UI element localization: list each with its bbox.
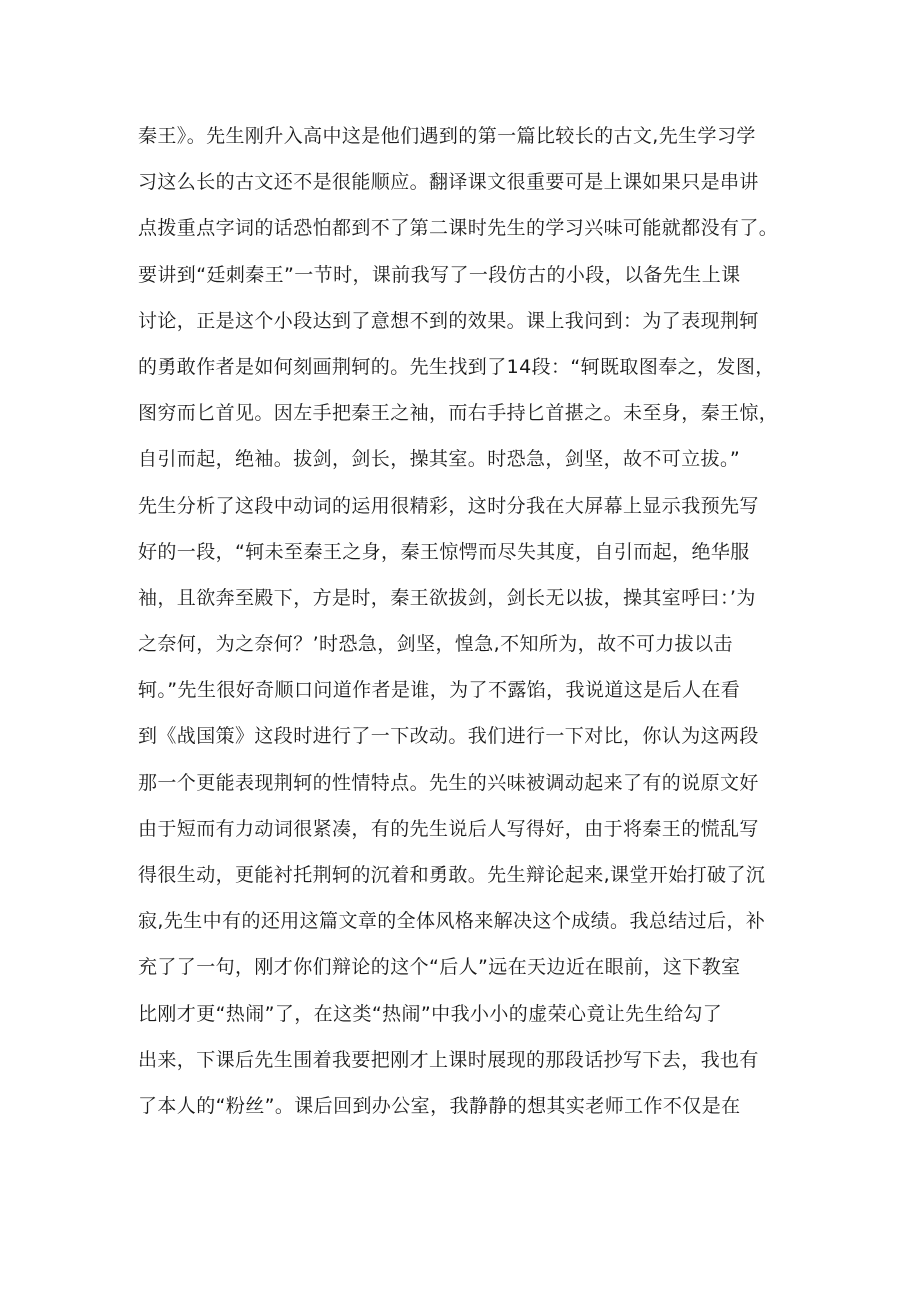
text-line: 图穷而匕首见。因左手把秦王之袖，而右手持匕首揕之。未至身，秦王惊， [138, 402, 779, 425]
body-text [138, 113, 798, 1129]
text-line: 的勇敢作者是如何刻画荆轲的。先生找到了14段：“轲既取图奉之，发图， [138, 355, 775, 378]
text-line: 习这么长的古文还不是很能顺应。翻译课文很重要可是上课如果只是串讲 [138, 171, 759, 194]
text-line: 充了了一句，刚才你们辩论的这个“后人”远在天边近在眼前，这下教室 [138, 956, 741, 979]
text-line: 了本人的“粉丝”。课后回到办公室，我静静的想其实老师工作不仅是在 [138, 1094, 741, 1117]
text-line: 袖，且欲奔至殿下，方是时，秦王欲拔剑，剑长无以拔，操其室呼曰：’为 [138, 586, 756, 609]
text-line: 之奈何，为之奈何？’时恐急，剑坚，惶急,不知所为，故不可力拔以击 [138, 633, 733, 656]
text-line: 得很生动，更能衬托荆轲的沉着和勇敢。先生辩论起来,课堂开始打破了沉 [138, 864, 766, 886]
text-line: 讨论，正是这个小段达到了意想不到的效果。课上我问到：为了表现荆轲 [138, 309, 759, 332]
text-line: 先生分析了这段中动词的运用很精彩，这时分我在大屏幕上显示我预先写 [138, 494, 759, 517]
text-line: 寂,先生中有的还用这篇文章的全体风格来解决这个成绩。我总结过后，补 [138, 910, 766, 933]
text-line: 好的一段，“轲未至秦王之身，秦王惊愕而尽失其度，自引而起，绝华服 [138, 540, 750, 563]
text-line: 出来，下课后先生围着我要把刚才上课时展现的那段话抄写下去，我也有 [138, 1048, 759, 1071]
text-line: 要讲到“廷刺秦王”一节时，课前我写了一段仿古的小段，以备先生上课 [138, 263, 741, 286]
text-line: 那一个更能表现荆轲的性情特点。先生的兴味被调动起来了有的说原文好 [138, 771, 759, 794]
text-line: 轲。”先生很好奇顺口问道作者是谁，为了不露馅，我说道这是后人在看 [138, 679, 741, 702]
text-line: 自引而起，绝袖。拔剑，剑长，操其室。时恐急，剑坚，故不可立拔。” [138, 448, 741, 471]
text-line: 比刚才更“热闹”了，在这类“热闹”中我小小的虚荣心竟让先生给勾了 [138, 1002, 723, 1025]
text-line: 到《战国策》这段时进行了一下改动。我们进行一下对比，你认为这两段 [138, 725, 759, 748]
text-line: 由于短而有力动词很紧凑，有的先生说后人写得好，由于将秦王的慌乱写 [138, 817, 759, 840]
text-line: 秦王》。先生刚升入高中这是他们遇到的第一篇比较长的古文,先生学习学 [138, 125, 756, 147]
text-line: 点拨重点字词的话恐怕都到不了第二课时先生的学习兴味可能就都没有了。 [138, 217, 779, 240]
